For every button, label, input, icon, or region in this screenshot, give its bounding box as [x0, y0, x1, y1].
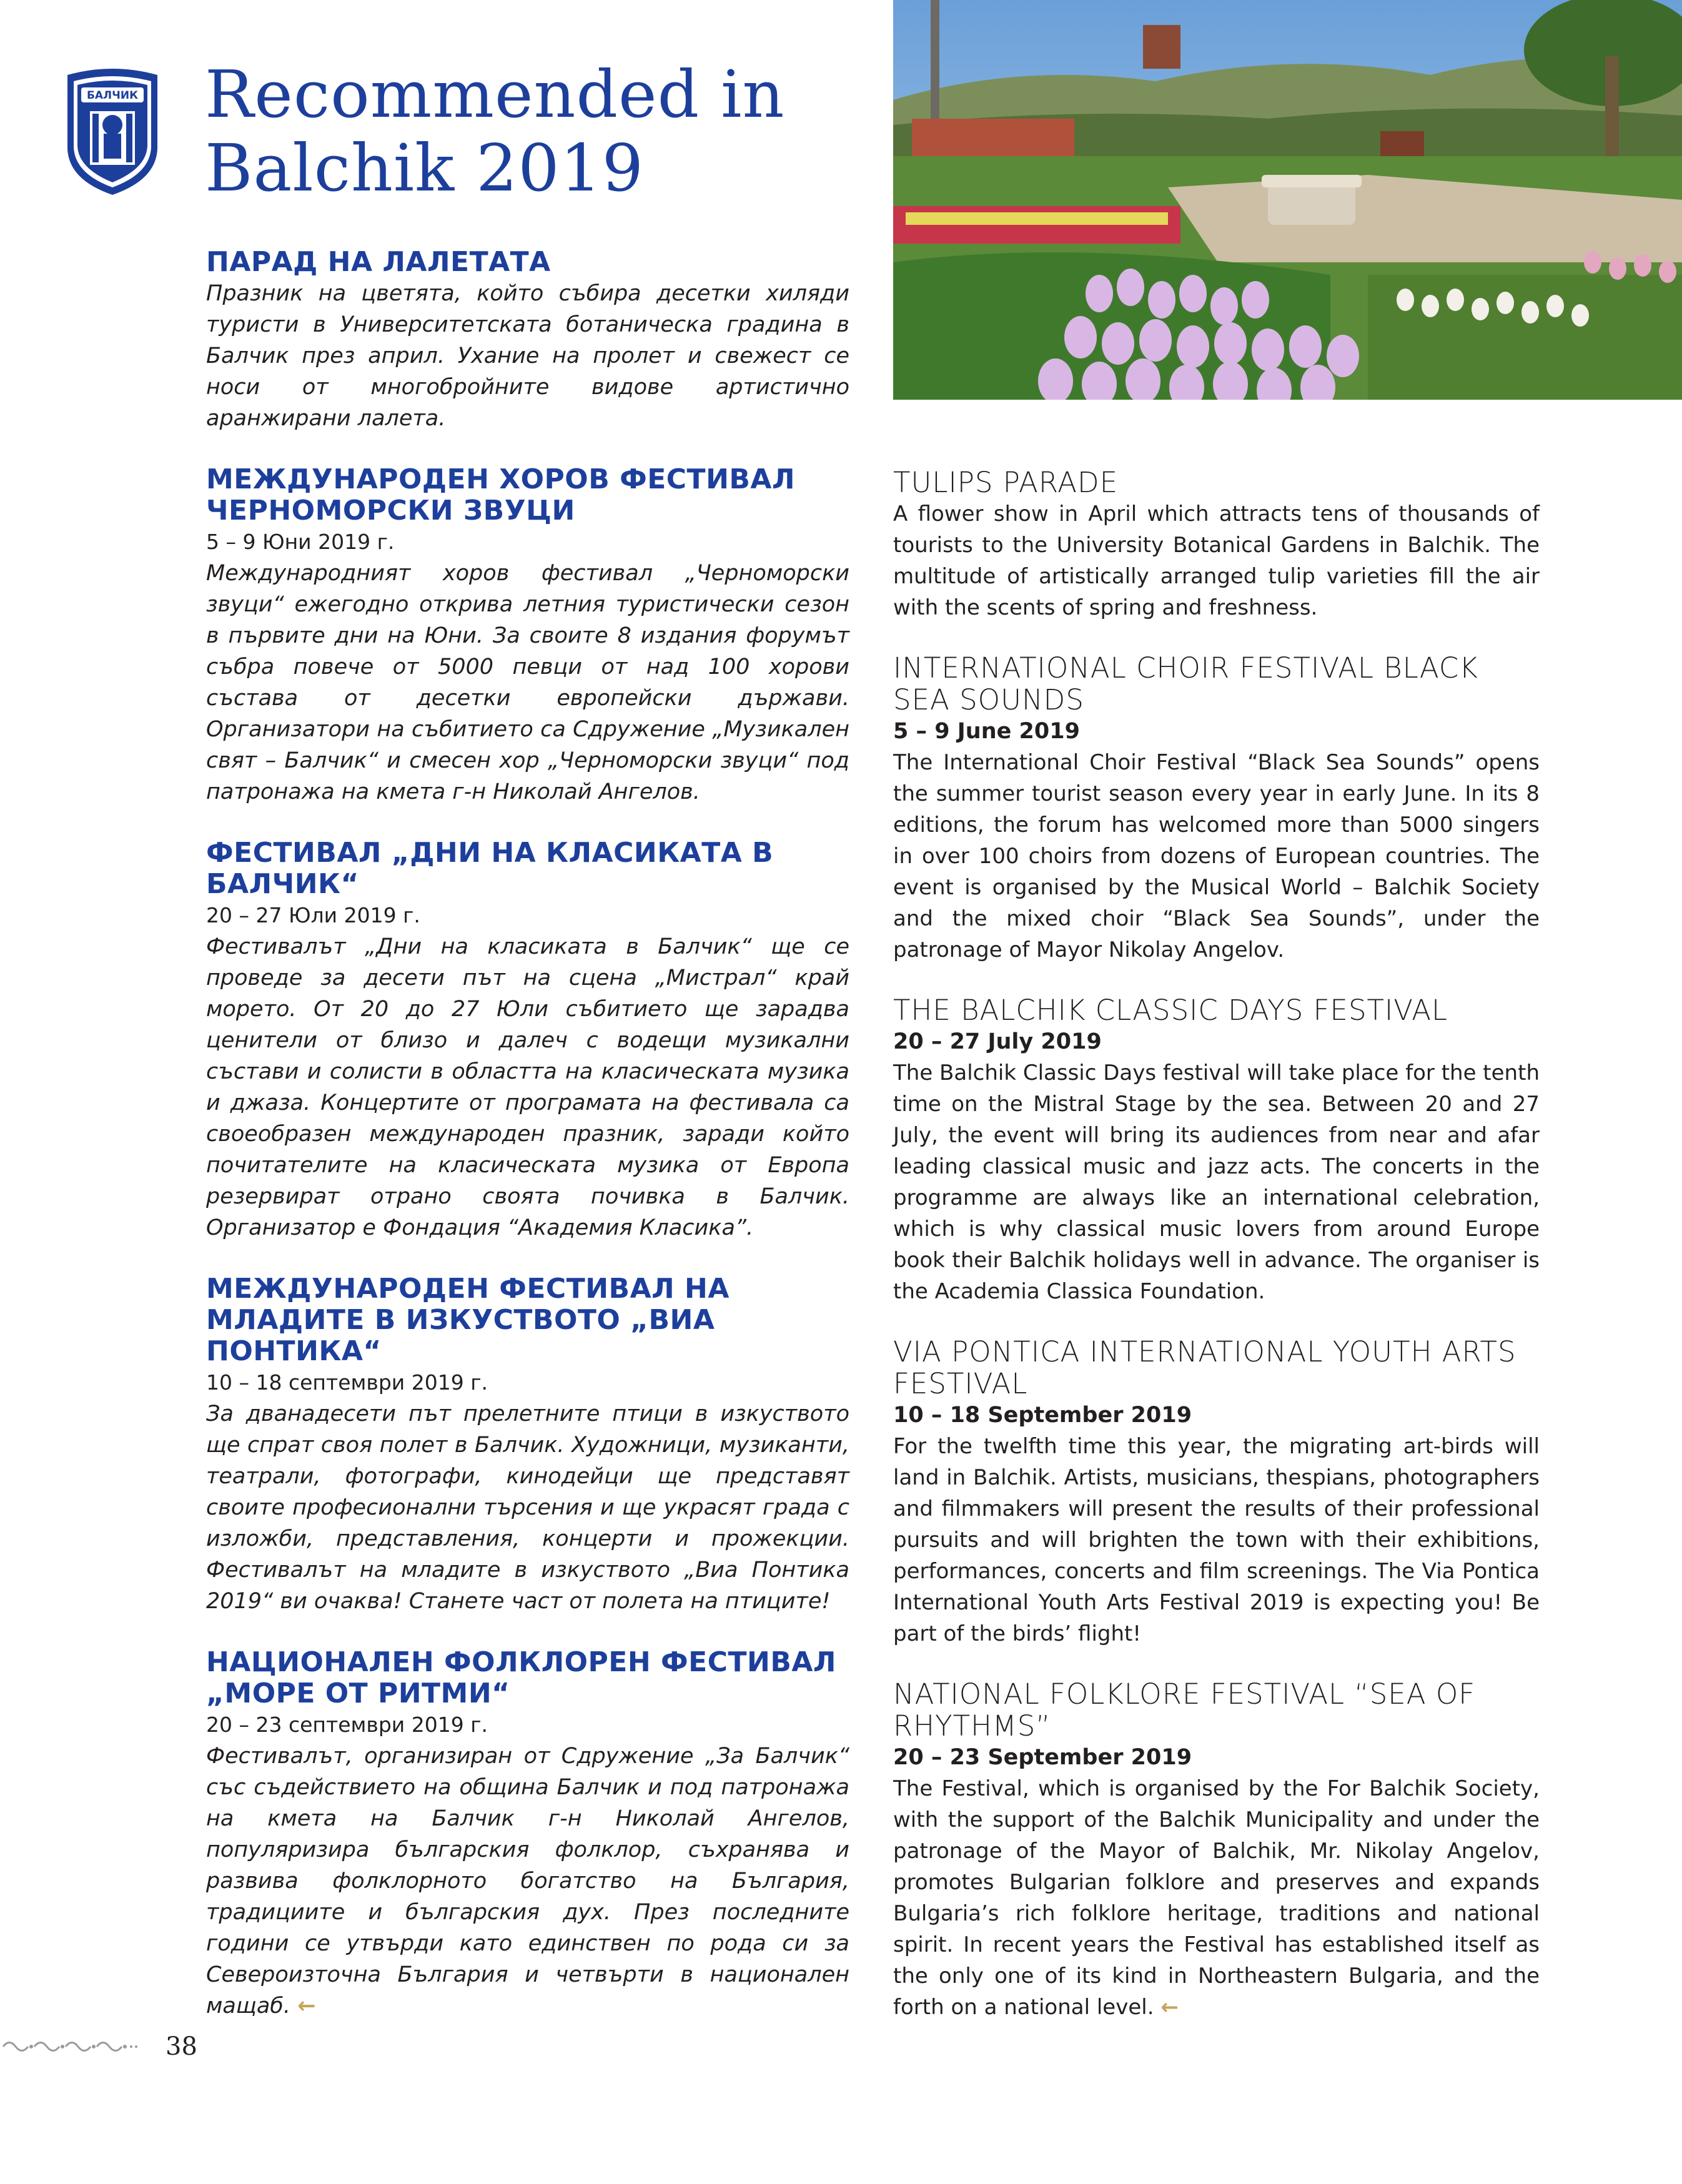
bg-date: 10 – 18 септември 2019 г.: [206, 1370, 488, 1395]
bg-heading: ПАРАД НА ЛАЛЕТАТА: [206, 246, 551, 278]
bg-section-tulips: [206, 247, 849, 434]
end-mark-icon: ←: [297, 1994, 316, 2018]
bg-text: Празник на цветята, който събира десетки хиляди туристи в Университетската ботаническа градина в Балчик през април. Ухание на пролет и свежест се носи от многобройните видове артистично аранжирани лалета.: [206, 281, 849, 431]
en-heading: NATIONAL FOLKLORE FESTIVAL “SEA OF RHYTHMS”: [893, 1678, 1476, 1742]
page-number: 38: [166, 2032, 197, 2061]
bg-heading: МЕЖДУНАРОДЕН ХОРОВ ФЕСТИВАЛ ЧЕРНОМОРСКИ ЗВУЦИ: [206, 463, 796, 526]
en-date: 20 – 23 September 2019: [893, 1745, 1192, 1770]
end-mark-icon: ←: [1160, 1995, 1179, 2020]
bg-text: Фестивалът, организиран от Сдружение „За Балчик“ със съдействието на община Балчик и под патронажа на кмета на Балчик г-н Николай Ангелов, популяризира българския фолклор, съхранява и развива фолклорното богатство на България, традициите и българския дух. През последните години се утвърди като единствен по рода си за Североизточна България и четвърти в национален мащаб.: [206, 1744, 849, 2018]
tulip-garden-photo: [893, 0, 1682, 400]
en-text: A flower show in April which attracts tens of thousands of tourists to the University Botanical Gardens in Balchik. The multitude of artistically arranged tulip varieties fill the air with the scents of spring and freshness.: [893, 502, 1540, 620]
en-heading: TULIPS PARADE: [893, 466, 1119, 499]
bg-date: 20 – 27 Юли 2019 г.: [206, 903, 420, 927]
en-section-via-pontica: [893, 1336, 1540, 1649]
bg-section-via-pontica: [206, 1273, 849, 1617]
en-date: 20 – 27 July 2019: [893, 1029, 1102, 1054]
en-text: The Festival, which is organised by the For Balchik Society, with the support of the Balchik Municipality and under the patronage of the Mayor of Balchik, Mr. Nikolay Angelov, promotes Bulgarian folklore and preserves and expands Bulgaria’s rich folklore heritage, traditions and national spirit. In recent years the Festival has established itself as the only one of its kind in Northeastern Bulgaria, and the forth on a national level.: [893, 1776, 1540, 2020]
bg-text: За дванадесети път прелетните птици в изкуството ще спрат своя полет в Балчик. Художници, музиканти, театрали, фотографи, кинодейци ще представят своите професионални търсения и ще украсят града с изложби, представления, концерти и прожекции. Фестивалът на младите в изкуството „Виа Понтика 2019“ ви очаква! Станете част от полета на птиците!: [206, 1401, 849, 1614]
bg-date: 20 – 23 септември 2019 г.: [206, 1712, 488, 1737]
bulgarian-column: [206, 247, 849, 2052]
en-heading: THE BALCHIK CLASSIC DAYS FESTIVAL: [893, 994, 1448, 1027]
bg-text: Фестивалът „Дни на класиката в Балчик“ ще се проведе за десети път на сцена „Мистрал“ край морето. От 20 до 27 Юли събитието ще зарадва ценители от близо и далеч с водещи музикални състави и солисти в областта на класическата музика и джаза. Концертите от програмата на фестивала са своеобразен международен празник, заради който почитателите на класическата музика от Европа резервират отрано своята почивка в Балчик. Организатор е Фондация “Академия Класика”.: [206, 934, 849, 1240]
bg-section-folklore: [206, 1647, 849, 2022]
en-heading: INTERNATIONAL CHOIR FESTIVAL BLACK SEA SOUNDS: [893, 651, 1478, 716]
bg-date: 5 – 9 Юни 2019 г.: [206, 530, 395, 554]
bg-heading: ФЕСТИВАЛ „ДНИ НА КЛАСИКАТА В БАЛЧИК“: [206, 837, 774, 900]
en-date: 5 – 9 June 2019: [893, 719, 1080, 744]
english-column: [893, 467, 1540, 2052]
en-text: For the twelfth time this year, the migrating art-birds will land in Balchik. Artists, musicians, thespians, photographers and filmmakers will present the results of their professional pursuits and will brighten the town with their exhibitions, performances, concerts and film screenings. The Via Pontica International Youth Arts Festival 2019 is expecting you! Be part of the birds’ flight!: [893, 1434, 1540, 1646]
en-heading: VIA PONTICA INTERNATIONAL YOUTH ARTS FESTIVAL: [893, 1335, 1516, 1400]
en-section-classic: [893, 994, 1540, 1307]
bg-section-choir: [206, 464, 849, 808]
en-section-tulips: [893, 467, 1540, 623]
bg-section-classic: [206, 838, 849, 1243]
folk-ornament-icon: [0, 2037, 144, 2056]
page-title: Recommended in Balchik 2019: [205, 56, 785, 206]
bg-heading: НАЦИОНАЛЕН ФОЛКЛОРЕН ФЕСТИВАЛ „МОРЕ ОТ РИТМИ“: [206, 1646, 836, 1709]
en-section-folklore: [893, 1678, 1540, 2023]
bg-text: Международният хоров фестивал „Черноморски звуци“ ежегодно открива летния туристически сезон в първите дни на Юни. За своите 8 издания форумът събра повече от 5000 певци от над 100 хорови състава от десетки европейски държави. Организатори на събитието са Сдружение „Музикален свят – Балчик“ и смесен хор „Черноморски звуци“ под патронажа на кмета г-н Николай Ангелов.: [206, 561, 849, 804]
en-date: 10 – 18 September 2019: [893, 1403, 1192, 1428]
balchik-crest-logo: [62, 61, 162, 197]
svg-text:БАЛЧИК: БАЛЧИК: [86, 89, 139, 102]
en-section-choir: [893, 652, 1540, 966]
en-text: The Balchik Classic Days festival will take place for the tenth time on the Mistral Stage by the sea. Between 20 and 27 July, the event will bring its audiences from near and afar leading classical music and jazz acts. The concerts in the programme are always like an international celebration, which is why classical music lovers from around Europe book their Balchik holidays well in advance. The organiser is the Academia Classica Foundation.: [893, 1060, 1540, 1304]
en-text: The International Choir Festival “Black Sea Sounds” opens the summer tourist season every year in early June. In its 8 editions, the forum has welcomed more than 5000 singers in over 100 choirs from dozens of European countries. The event is organised by the Musical World – Balchik Society and the mixed choir “Black Sea Sounds”, under the patronage of Mayor Nikolay Angelov.: [893, 750, 1540, 962]
bg-heading: МЕЖДУНАРОДЕН ФЕСТИВАЛ НА МЛАДИТЕ В ИЗКУСТВОТО „ВИА ПОНТИКА“: [206, 1273, 730, 1367]
